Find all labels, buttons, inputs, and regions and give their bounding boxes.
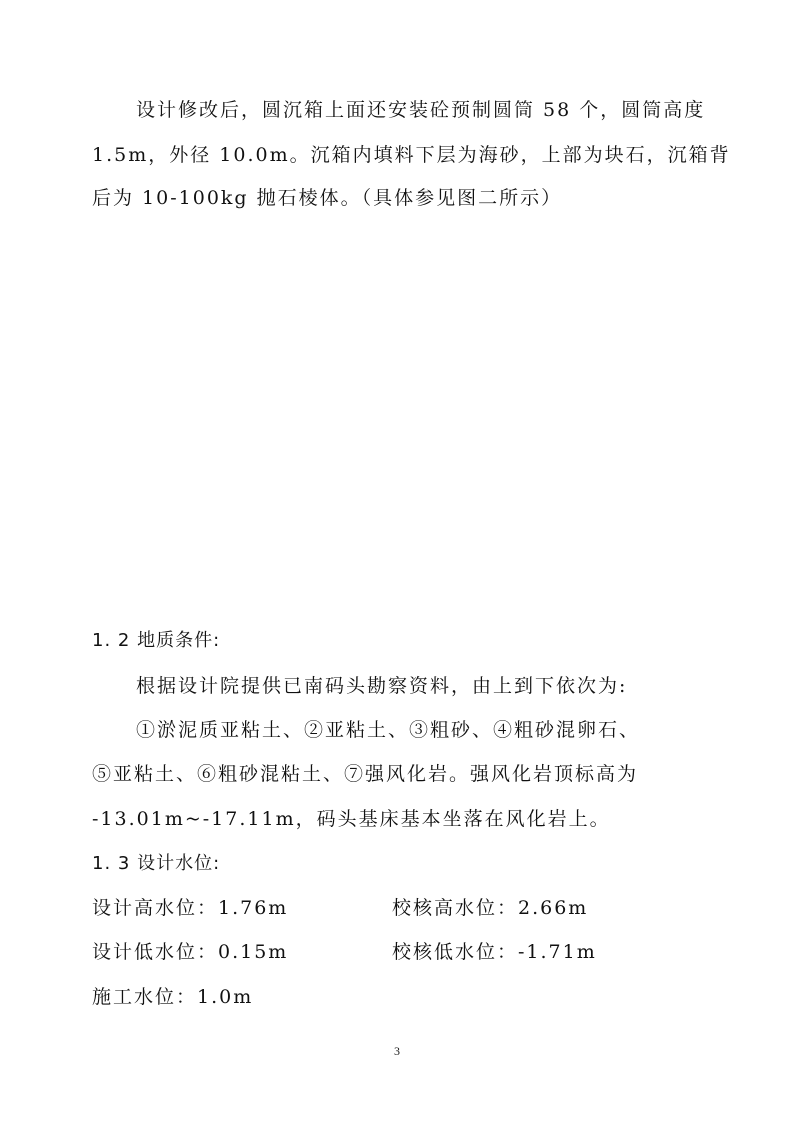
construction-water-level: 施工水位：1.0m <box>92 986 254 1008</box>
intro-paragraph-line-2: 1.5m，外径 10.0m。沉箱内填料下层为海砂，上部为块石，沉箱背 <box>92 144 731 166</box>
page-number: 3 <box>394 1044 400 1058</box>
check-high-water-level: 校核高水位：2.66m <box>392 897 589 919</box>
design-low-water-level: 设计低水位：0.15m <box>92 941 289 963</box>
intro-paragraph-line-3: 后为 10-100kg 抛石棱体。（具体参见图二所示） <box>92 187 563 209</box>
check-low-water-level: 校核低水位：-1.71m <box>392 941 597 963</box>
intro-paragraph-line-1: 设计修改后，圆沉箱上面还安装砼预制圆筒 58 个，圆筒高度 <box>136 99 706 121</box>
geology-paragraph-line-3: ⑤亚粘土、⑥粗砂混粘土、⑦强风化岩。强风化岩顶标高为 <box>92 763 639 785</box>
geology-paragraph-line-1: 根据设计院提供已南码头勘察资料，由上到下依次为: <box>136 675 628 697</box>
geology-paragraph-line-2: ①淤泥质亚粘土、②亚粘土、③粗砂、④粗砂混卵石、 <box>136 719 641 741</box>
design-high-water-level: 设计高水位：1.76m <box>92 897 289 919</box>
section-1-2-heading: 1. 2 地质条件: <box>92 630 221 651</box>
geology-paragraph-line-4: -13.01m~-17.11m，码头基床基本坐落在风化岩上。 <box>92 808 611 830</box>
section-1-3-heading: 1. 3 设计水位: <box>92 853 221 874</box>
